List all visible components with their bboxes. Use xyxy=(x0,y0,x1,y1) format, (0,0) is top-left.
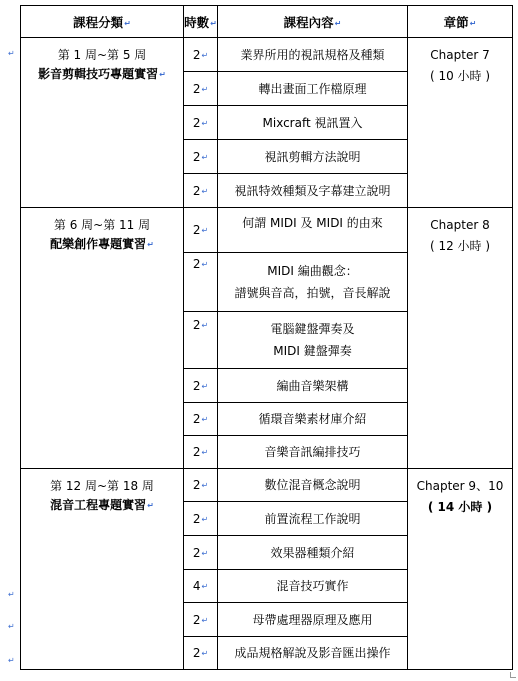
course-title: 配樂創作專題實習↵ xyxy=(50,237,154,251)
content-cell: 效果器種類介紹 xyxy=(218,536,408,570)
course-title: 影音剪輯技巧專題實習↵ xyxy=(38,67,166,81)
course-category-cell xyxy=(21,38,184,208)
course-category-cell xyxy=(21,469,184,670)
paragraph-mark-icon: ↵ xyxy=(8,590,15,599)
paragraph-mark-icon: ↵ xyxy=(201,548,209,558)
paragraph-mark-icon: ↵ xyxy=(201,186,209,196)
hours-cell: 2↵ xyxy=(184,174,218,208)
paragraph-mark-icon: ↵ xyxy=(201,582,209,591)
header-chapter: 章節↵ xyxy=(408,6,513,38)
paragraph-mark-icon: ↵ xyxy=(147,501,154,510)
chapter-cell xyxy=(408,208,513,469)
paragraph-mark-icon: ↵ xyxy=(124,18,131,28)
paragraph-mark-icon: ↵ xyxy=(201,321,209,330)
paragraph-mark-icon: ↵ xyxy=(8,49,15,58)
hours-cell: 2↵ xyxy=(184,369,218,403)
hours-cell: 2↵ xyxy=(184,469,218,502)
paragraph-mark-icon: ↵ xyxy=(201,50,209,60)
paragraph-mark-icon: ↵ xyxy=(469,18,477,28)
content-cell: 業界所用的視訊規格及種類 xyxy=(218,38,408,72)
table-row xyxy=(21,38,513,72)
hours-cell: 2↵ xyxy=(184,38,218,72)
content-cell: Mixcraft 視訊置入 xyxy=(218,106,408,140)
content-cell: 視訊剪輯方法說明 xyxy=(218,140,408,174)
week-range: 第 1 周~第 5 周 xyxy=(57,48,147,62)
chapter-name: Chapter 7 xyxy=(430,48,490,62)
content-cell: 轉出畫面工作檔原理 xyxy=(218,72,408,106)
content-cell: 數位混音概念說明 xyxy=(218,469,408,502)
header-course-content: 課程內容↵ xyxy=(218,6,408,38)
hours-cell: 2↵ xyxy=(184,208,218,253)
chapter-hours: ( 14 小時 ) xyxy=(427,500,493,514)
paragraph-mark-icon: ↵ xyxy=(201,649,209,658)
hours-cell: 2↵ xyxy=(184,106,218,140)
paragraph-mark-icon: ↵ xyxy=(147,240,154,249)
paragraph-mark-icon: ↵ xyxy=(159,70,166,79)
chapter-hours: ( 12 小時 ) xyxy=(429,239,491,253)
hours-cell: 2↵ xyxy=(184,637,218,670)
paragraph-mark-icon: ↵ xyxy=(201,118,209,128)
paragraph-mark-icon: ↵ xyxy=(201,381,209,391)
hours-cell: 2↵ xyxy=(184,502,218,536)
chapter-name: Chapter 8 xyxy=(430,218,490,232)
paragraph-mark-icon: ↵ xyxy=(201,84,209,94)
content-cell: 何謂 MIDI 及 MIDI 的由來 xyxy=(218,208,408,253)
content-cell: 視訊特效種類及字幕建立說明 xyxy=(218,174,408,208)
content-cell: 混音技巧實作 xyxy=(218,570,408,603)
chapter-cell xyxy=(408,38,513,208)
hours-cell: 2↵ xyxy=(184,603,218,637)
week-range: 第 6 周~第 11 周 xyxy=(53,218,151,232)
content-cell: 音樂音訊編排技巧 xyxy=(218,436,408,469)
hours-cell: 2↵ xyxy=(184,536,218,570)
hours-cell: 4↵ xyxy=(184,570,218,603)
content-cell: 循環音樂素材庫介紹 xyxy=(218,403,408,436)
header-course-category: 課程分類↵ xyxy=(21,6,184,38)
hours-cell: 2↵ xyxy=(184,312,218,369)
course-title: 混音工程專題實習↵ xyxy=(50,498,154,512)
course-category-cell xyxy=(21,208,184,469)
paragraph-mark-icon: ↵ xyxy=(201,152,209,162)
paragraph-mark-icon: ↵ xyxy=(201,514,209,524)
content-cell: 成品規格解說及影音匯出操作 xyxy=(218,637,408,670)
hours-cell: 2↵ xyxy=(184,403,218,436)
table-row xyxy=(21,469,513,502)
table-row xyxy=(21,208,513,253)
content-cell: 電腦鍵盤彈奏及 MIDI 鍵盤彈奏 xyxy=(218,312,408,369)
hours-cell: 2↵ xyxy=(184,72,218,106)
page-corner-mark xyxy=(510,672,516,678)
content-cell: 前置流程工作說明 xyxy=(218,502,408,536)
paragraph-mark-icon: ↵ xyxy=(201,448,209,457)
chapter-name: Chapter 9、10 xyxy=(416,479,504,493)
hours-cell: 2↵ xyxy=(184,436,218,469)
content-cell: 編曲音樂架構 xyxy=(218,369,408,403)
paragraph-mark-icon: ↵ xyxy=(8,622,15,631)
content-cell: MIDI 編曲觀念： 譜號與音高，拍號，音長解說 xyxy=(218,253,408,312)
paragraph-mark-icon: ↵ xyxy=(8,656,15,665)
content-cell: 母帶處理器原理及應用 xyxy=(218,603,408,637)
paragraph-mark-icon: ↵ xyxy=(201,226,209,235)
header-hours: 時數↵ xyxy=(184,6,218,38)
paragraph-mark-icon: ↵ xyxy=(201,615,209,625)
paragraph-mark-icon: ↵ xyxy=(201,415,209,424)
hours-cell: 2↵ xyxy=(184,253,218,312)
paragraph-mark-icon: ↵ xyxy=(201,481,209,490)
paragraph-mark-icon: ↵ xyxy=(334,18,342,28)
hours-cell: 2↵ xyxy=(184,140,218,174)
paragraph-mark-icon: ↵ xyxy=(210,18,217,28)
course-schedule-table xyxy=(20,5,513,670)
week-range: 第 12 周~第 18 周 xyxy=(50,479,154,493)
chapter-hours: ( 10 小時 ) xyxy=(429,69,491,83)
chapter-cell xyxy=(408,469,513,670)
paragraph-mark-icon: ↵ xyxy=(201,260,209,269)
table-header-row xyxy=(21,6,513,38)
